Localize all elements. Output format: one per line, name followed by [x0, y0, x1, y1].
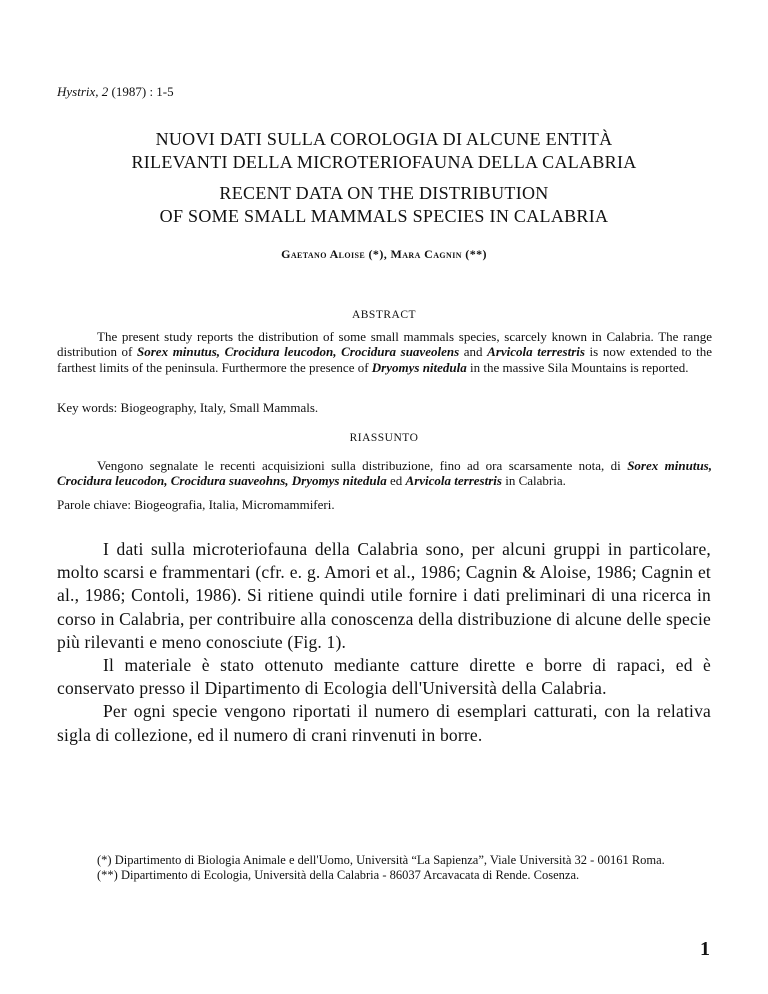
riassunto-text	[57, 458, 712, 489]
english-title-line-2: OF SOME SMALL MAMMALS SPECIES IN CALABRIA	[159, 206, 609, 226]
riassunto-text-part: ed	[386, 473, 406, 489]
abstract-text-part: is now extended to the farthest limits of the peninsula. Furthermore the presence of	[57, 344, 712, 375]
page-number: 1	[700, 938, 710, 960]
journal-name: Hystrix,	[57, 84, 99, 99]
species-name: Dryomys nitedula	[371, 359, 467, 375]
footnote-1: (*) Dipartimento di Biologia Animale e dell'Uomo, Università “La Sapienza”, Viale Università 32 - 00161 Roma.	[97, 853, 665, 867]
english-title-line-1: RECENT DATA ON THE DISTRIBUTION	[219, 183, 549, 203]
species-name: Arvicola terrestris	[405, 473, 502, 489]
abstract-keywords: Key words: Biogeography, Italy, Small Mammals.	[57, 400, 319, 415]
abstract-heading: ABSTRACT	[351, 309, 417, 321]
body-text	[57, 538, 711, 747]
species-name: Arvicola terrestris	[487, 344, 585, 360]
species-names: Sorex minutus, Crocidura leucodon, Crocidura suaveohns, Dryomys nitedula	[57, 458, 712, 489]
body-paragraph-2: Il materiale è stato ottenuto mediante catture dirette e borre di rapaci, ed è conservato presso il Dipartimento di Ecologia dell'Università della Calabria.	[57, 655, 711, 699]
journal-citation	[57, 84, 174, 100]
riassunto-text-part: in Calabria.	[501, 473, 566, 489]
italian-title	[60, 128, 708, 174]
footnotes	[57, 853, 711, 882]
riassunto-text-part: Vengono segnalate le recenti acquisizioni sulla distribuzione, fino ad ora scarsamente nota, di	[97, 458, 628, 473]
italian-title-line-2: RILEVANTI DELLA MICROTERIOFAUNA DELLA CALABRIA	[131, 152, 637, 172]
body-paragraph-1: I dati sulla microteriofauna della Calabria sono, per alcuni gruppi in particolare, molto scarsi e frammentari (cfr. e. g. Amori et al., 1986; Cagnin & Aloise, 1986; Cagnin et al., 1986; Contoli, 1986). Si ritiene quindi utile fornire i dati preliminari di una ricerca in corso in Calabria, per contribuire alla conoscenza della distribuzione di alcune delle specie più rilevanti e meno conosciute (Fig. 1).	[57, 539, 711, 652]
abstract-text-part: in the massive Sila Mountains is reported.	[466, 359, 689, 375]
body-paragraph-3: Per ogni specie vengono riportati il numero di esemplari catturati, con la relativa sigla di collezione, ed il numero di crani rinvenuti in borre.	[57, 701, 711, 745]
author-line: Gaetano Aloise (*), Mara Cagnin (**)	[281, 247, 487, 261]
abstract-text-part: The present study reports the distribution of some small mammals species, scarcely known in Calabria. The range distribution of	[57, 329, 712, 360]
species-names: Sorex minutus, Crocidura leucodon, Crocidura suaveolens	[137, 344, 460, 360]
journal-volume: 2	[101, 84, 109, 99]
italian-title-line-1: NUOVI DATI SULLA COROLOGIA DI ALCUNE ENTITÀ	[155, 129, 613, 149]
abstract-text-part: and	[459, 344, 488, 360]
footnote-2: (**) Dipartimento di Ecologia, Università della Calabria - 86037 Arcavacata di Rende. Cosenza.	[97, 867, 580, 882]
english-title	[60, 182, 708, 228]
abstract-text	[57, 329, 712, 375]
riassunto-keywords: Parole chiave: Biogeografia, Italia, Micromammiferi.	[57, 497, 335, 512]
riassunto-heading: RIASSUNTO	[349, 432, 419, 444]
journal-year-pages: (1987) : 1-5	[111, 84, 174, 99]
